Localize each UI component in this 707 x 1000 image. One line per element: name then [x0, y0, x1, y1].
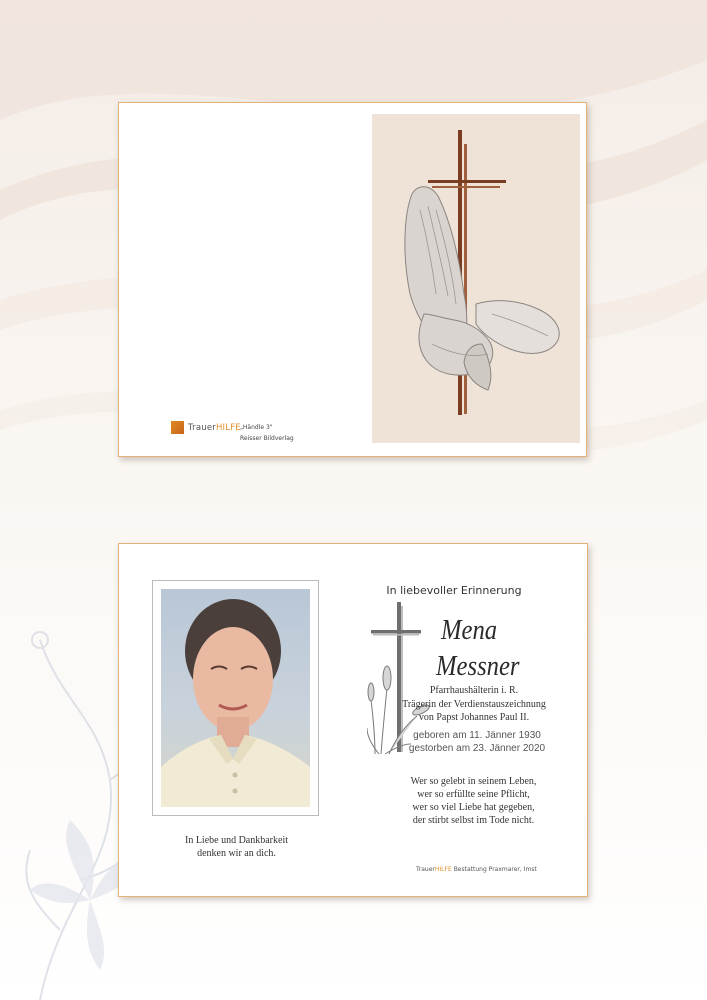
portrait-illustration [161, 589, 310, 807]
image-credit-publisher: Reisser Bildverlag [240, 435, 294, 442]
brand-prefix: Trauer [188, 422, 216, 433]
footer-brand-prefix: Trauer [416, 866, 435, 873]
role-line: Pfarrhaushälterin i. R. [429, 685, 519, 696]
card-front [118, 102, 587, 457]
verse-line: Wer so gelebt in seinem Leben, [410, 776, 537, 787]
verse-line: wer so viel Liebe hat gegeben, [412, 802, 535, 813]
front-image-panel [372, 114, 580, 443]
birth-date: geboren am 11. Jänner 1930 [413, 730, 541, 741]
footer-undertaker: Bestattung Praxmarer, Imst [453, 866, 537, 873]
role-line: von Papst Johannes Paul II. [418, 712, 530, 723]
praying-hands-cross-icon [372, 114, 580, 443]
image-credit-title: „Händle 3" [240, 424, 273, 431]
deceased-given-name: Mena [441, 614, 498, 646]
portrait-photo [161, 589, 310, 807]
card-inside [118, 543, 588, 897]
thanks-line: denken wir an dich. [197, 848, 276, 859]
brand-icon [171, 421, 184, 434]
death-date: gestorben am 23. Jänner 2020 [408, 743, 546, 754]
verse-line: wer so erfüllte seine Pflicht, [417, 789, 530, 800]
thanks-line: In Liebe und Dankbarkeit [184, 835, 289, 846]
deceased-surname: Messner [436, 650, 520, 682]
portrait-frame [152, 580, 319, 816]
footer-brand-suffix: HILFE [434, 866, 452, 873]
footer-credit [416, 866, 537, 873]
memorial-headline: In liebevoller Erinnerung [386, 584, 522, 597]
brand-logo [171, 421, 241, 434]
role-line: Trägerin der Verdienstauszeichnung [402, 699, 546, 710]
verse-line: der stirbt selbst im Tode nicht. [412, 815, 535, 826]
brand-name [188, 423, 241, 433]
brand-suffix: HILFE [215, 422, 241, 433]
